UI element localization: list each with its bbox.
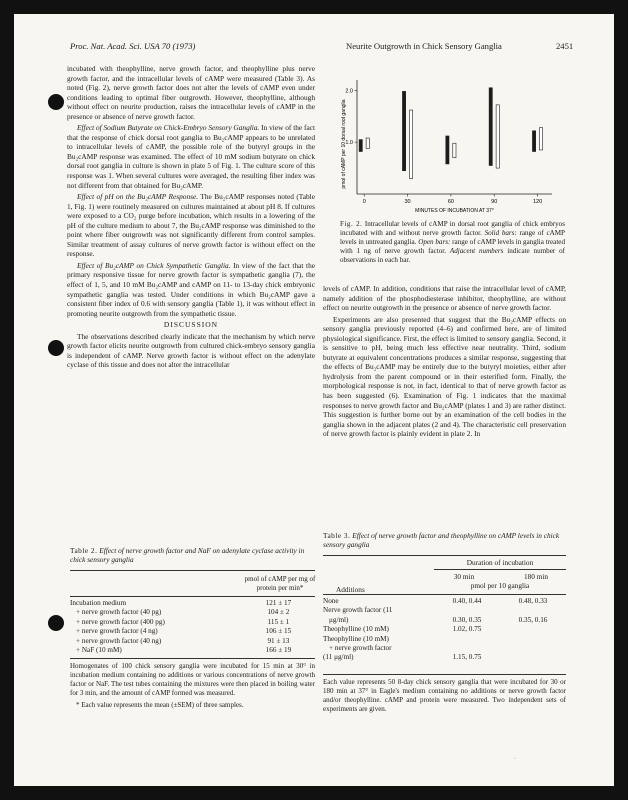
table3-col-30: 30 min xyxy=(453,572,475,581)
table2-cell-value: 115 ± 1 xyxy=(267,617,290,626)
table3-bottom-rule xyxy=(323,674,566,675)
x-tick-label: 60 xyxy=(447,199,454,205)
table3-cell-label: Theophylline (10 mM) xyxy=(323,634,389,643)
table2-cell-label: + NaF (10 mM) xyxy=(76,646,122,655)
paragraph-body: In view of the fact that the response of chick dorsal root ganglia to Bu₂cAMP appears to be unrelated to intracellular levels of cAMP, the possible role of the butyryl groups in the Bu₂cAMP response was examined. The effect of 10 mM sodium butyrate on chick dorsal root ganglia in culture is shown in plate 5 of Fig. 1. The culture score of this response was 1. When several cultures were averaged, the resulting fiber index was not different from that obtained for Bu₂cAMP. xyxy=(67,123,316,190)
figure2-y-axis-label: pmol of cAMP per 10 dorsal root ganglia xyxy=(341,99,347,189)
running-journal: Proc. Nat. Acad. Sci. USA 70 (1973) xyxy=(70,41,196,51)
left-paragraph-1: incubated with theophylline, nerve growth factor, and theophylline plus nerve growth factor, and the intracellular levels of cAMP were measured (Table 3). As noted (Fig. 2), nerve growth factor does not alter the levels of cAMP even under conditions leading to optimal fiber outgrowth. However, theophylline, although without effect on neurite production, raises the intracellular levels of cAMP in the presence or absence of nerve growth factor. xyxy=(67,64,315,121)
subsection-heading: Effect of pH on the Bu₂cAMP Response. xyxy=(77,192,199,202)
open-range-bar xyxy=(539,128,542,150)
figure2-chart xyxy=(332,72,562,217)
running-title: Neurite Outgrowth in Chick Sensory Ganglia xyxy=(346,41,502,51)
table3-group-header: Duration of incubation xyxy=(466,558,534,567)
table2-bottom-rule xyxy=(70,658,315,659)
binder-hole-middle xyxy=(48,340,64,356)
x-tick-label: 0 xyxy=(362,199,366,205)
y-tick-label: 2.0 xyxy=(345,88,353,95)
table2-cell-label: + nerve growth factor (40 ng) xyxy=(76,636,162,645)
table2-note: Homogenates of 100 chick sensory ganglia were incubated for 15 min at 30° in incubation medium containing no additions or various concentrations of nerve growth factor or NaF. The test tubes containing the mixtures were then placed in boiling water for 3 min, and the amount of cAMP formed was measured. xyxy=(70,662,315,697)
table2-cell-label: + nerve growth factor (4 ng) xyxy=(76,627,158,636)
table2-cell-label: + nerve growth factor (400 pg) xyxy=(76,617,165,626)
open-range-bar xyxy=(453,143,456,158)
right-paragraph-2: Experiments are also presented that suggest that the Bu₂cAMP effects on sensory ganglia previously reported (4–6) and confirmed here, are of limited physiological significance. First, the effect is limited to sensory ganglia. Second, it is sensitive to pH, being much less effective near neutrality. Third, sodium butyrate at equivalent concentrations produces a similar response, suggesting that the effects of Bu₂cAMP may be entirely due to the butyryl moieties, either after hydrolysis from the parent compound or in their esterified form. Finally, the morphological response is not, in fact, identical to that of nerve growth factor as has been suggested (6). Examination of Fig. 1 indicates that the maximal responses to nerve growth factor and Bu₂cAMP (plates 1 and 3) are rather distinct. This suggestion is further borne out by an examination of the cell bodies in the ganglia shown in the adjacent plates (2 and 4). The characteristic cell preservation of nerve growth factor is plainly evident in plate 2. In xyxy=(323,314,566,439)
table2-column-header: pmol of cAMP per mg of protein per min* xyxy=(244,575,316,592)
table2-cell-value: 104 ± 2 xyxy=(267,608,290,617)
table2-cell-label: + nerve growth factor (40 pg) xyxy=(76,608,162,617)
table3-cell-label-cont: + nerve growth factor xyxy=(329,644,392,653)
y-tick-label: 1.0 xyxy=(345,140,353,147)
table3-row xyxy=(323,635,566,663)
table3-col-180: 180 min xyxy=(523,572,549,581)
table2-caption xyxy=(70,546,315,565)
table2-row xyxy=(70,608,315,617)
table3-title: Effect of nerve growth factor and theophylline on cAMP levels in chick sensory ganglia xyxy=(323,531,560,550)
paragraph-body: The Bu₂cAMP responses noted (Table 1, Fig. 1) were routinely measured on cultures maintained at about pH 8. If cultures were exposed to a CO₂ purge before incubation, which results in a lowering of the pH of the culture medium to about 7, the Bu₂cAMP response was diminished to the point where fiber outgrowth was not significantly different from control samples. Similar treatment of assay cultures of nerve growth factor is without effect on the response. xyxy=(67,192,315,259)
open-range-bar xyxy=(366,138,369,148)
table3-cell-label-cont: μg/ml) xyxy=(329,615,349,624)
table3-top-rule xyxy=(323,555,566,556)
table3-header-rule xyxy=(323,594,566,595)
table3-cell-label: Nerve growth factor (11 xyxy=(323,606,393,615)
stray-mark: ◦ xyxy=(514,756,517,762)
table3-cell-180 xyxy=(500,635,566,663)
figure2-caption-adjacent-head: Adjacent numbers xyxy=(449,247,504,256)
page-number: 2451 xyxy=(556,41,574,51)
table2-label: Table 2. xyxy=(70,546,98,555)
table3-note: Each value represents 50 8-day chick sensory ganglia that were incubated for 30 or 180 min at 37° in Eagle's medium containing no additions or nerve growth factor and/or theophylline. cAMP and protein were measured. Two independent sets of experiments are given. xyxy=(323,678,566,713)
table3-cell-30: 0.30, 0.35 xyxy=(452,615,482,624)
table2-row xyxy=(70,627,315,636)
table2-cell-value: 106 ± 15 xyxy=(265,627,292,636)
figure2-caption-open-head: Open bars: xyxy=(418,238,451,247)
figure2-caption-adjacent-text: indicate number of observations in each bar. xyxy=(340,247,565,265)
left-column xyxy=(67,64,315,372)
table3 xyxy=(323,597,566,663)
left-paragraph-4 xyxy=(67,261,315,318)
solid-range-bar xyxy=(446,136,449,164)
solid-range-bar xyxy=(489,88,492,166)
x-tick-label: 120 xyxy=(532,199,543,205)
binder-hole-bottom xyxy=(48,615,64,631)
table2-cell-value: 166 ± 19 xyxy=(265,646,292,655)
table2-row xyxy=(70,637,315,646)
figure2-bars xyxy=(359,88,543,179)
solid-range-bar xyxy=(532,131,535,152)
table2 xyxy=(70,599,315,655)
discussion-heading: DISCUSSION xyxy=(163,320,219,330)
table3-row-header: Additions xyxy=(336,585,365,594)
table2-top-rule xyxy=(70,570,315,571)
table3-cell-30: 0.40, 0.44 xyxy=(452,597,482,605)
table2-row xyxy=(70,599,315,608)
table3-cell-180: 0.48, 0.33 xyxy=(518,597,548,605)
table3-cell-label: None xyxy=(323,597,339,605)
figure2-x-axis-label: MINUTES OF INCUBATION AT 37° xyxy=(415,208,494,214)
table3-row xyxy=(323,597,566,606)
x-tick-label: 30 xyxy=(404,199,411,205)
table3-units: pmol per 10 ganglia xyxy=(470,581,530,590)
table3-label: Table 3. xyxy=(323,531,351,540)
left-paragraph-3 xyxy=(67,192,315,259)
table3-cell-label-cont: (11 μg/ml) xyxy=(323,653,354,662)
table3-cell-180: 0.35, 0.16 xyxy=(518,615,548,624)
solid-range-bar xyxy=(402,91,405,170)
table2-cell-label: Incubation medium xyxy=(70,599,127,607)
table3-group-rule xyxy=(434,569,566,570)
table2-header-rule xyxy=(70,596,315,597)
binder-hole-top xyxy=(48,94,64,110)
open-range-bar xyxy=(496,105,499,168)
paper-page xyxy=(14,14,614,786)
table3-caption xyxy=(323,531,566,550)
subsection-heading: Effect of Bu₂cAMP on Chick Sympathetic Ganglia. xyxy=(77,260,231,270)
figure2-caption-open-text: range of cAMP levels in ganglia treated with 1 ng of nerve growth factor. xyxy=(340,238,565,256)
paragraph-body: In view of the fact that the primary responsive tissue for nerve growth factor is sympathetic ganglia (7), the effect of 1, 5, and 10 mM Bu₂cAMP and cAMP on 11- to 13-day chick embryonic sympathetic ganglia was tested. Under conditions in which Bu₂cAMP gave a consistent fiber index of 0.6 with sensory ganglia (Table 1), it was without effect in promoting neurite outgrowth from the sympathetic tissue. xyxy=(67,260,315,318)
figure2-caption xyxy=(340,220,565,265)
table3-cell-label: Theophylline (10 mM) xyxy=(323,625,389,634)
table3-row xyxy=(323,606,566,625)
figure2-caption-label: Fig. 2. xyxy=(340,220,363,228)
right-column xyxy=(323,284,566,441)
table2-footnote: * Each value represents the mean (±SEM) of three samples. xyxy=(76,701,244,709)
table3-row xyxy=(323,625,566,634)
open-range-bar xyxy=(409,110,412,178)
left-paragraph-2 xyxy=(67,123,315,190)
x-tick-label: 90 xyxy=(491,199,498,205)
figure2-caption-solid-text: range of cAMP levels in untreated ganglia. xyxy=(340,229,565,247)
table2-cell-value: 91 ± 13 xyxy=(267,636,290,645)
right-paragraph-1: levels of cAMP. In addition, conditions that raise the intracellular level of cAMP, namely addition of the phosphodiesterase inhibitor, theophylline, are without effect on neurite outgrowth in the presence or absence of nerve growth factor. xyxy=(323,284,566,313)
table3-cell-30: 1.15, 0.75 xyxy=(452,653,482,662)
table2-row xyxy=(70,618,315,627)
solid-range-bar xyxy=(359,140,362,152)
table2-title: Effect of nerve growth factor and NaF on adenylate cyclase activity in chick sensory ganglia xyxy=(70,546,305,565)
table3-cell-180 xyxy=(500,625,566,634)
table2-row xyxy=(70,646,315,655)
left-paragraph-5: The observations described clearly indicate that the mechanism by which nerve growth factor elicits neurite outgrowth from cultured chick-embryo sensory ganglia is independent of cAMP. Nerve growth factor is without effect on the adenylate cyclase of this tissue and does not alter the intracellular xyxy=(67,331,315,370)
table2-cell-value: 121 ± 17 xyxy=(265,599,292,607)
figure2-caption-solid-head: Solid bars: xyxy=(484,229,517,238)
subsection-heading: Effect of Sodium Butyrate on Chick-Embryo Sensory Ganglia. xyxy=(77,123,260,133)
figure2-caption-text: Intracellular levels of cAMP in dorsal root ganglia of chick embryos incubated with and without nerve growth factor. xyxy=(340,220,565,238)
table3-cell-30: 1.02, 0.75 xyxy=(452,625,482,634)
